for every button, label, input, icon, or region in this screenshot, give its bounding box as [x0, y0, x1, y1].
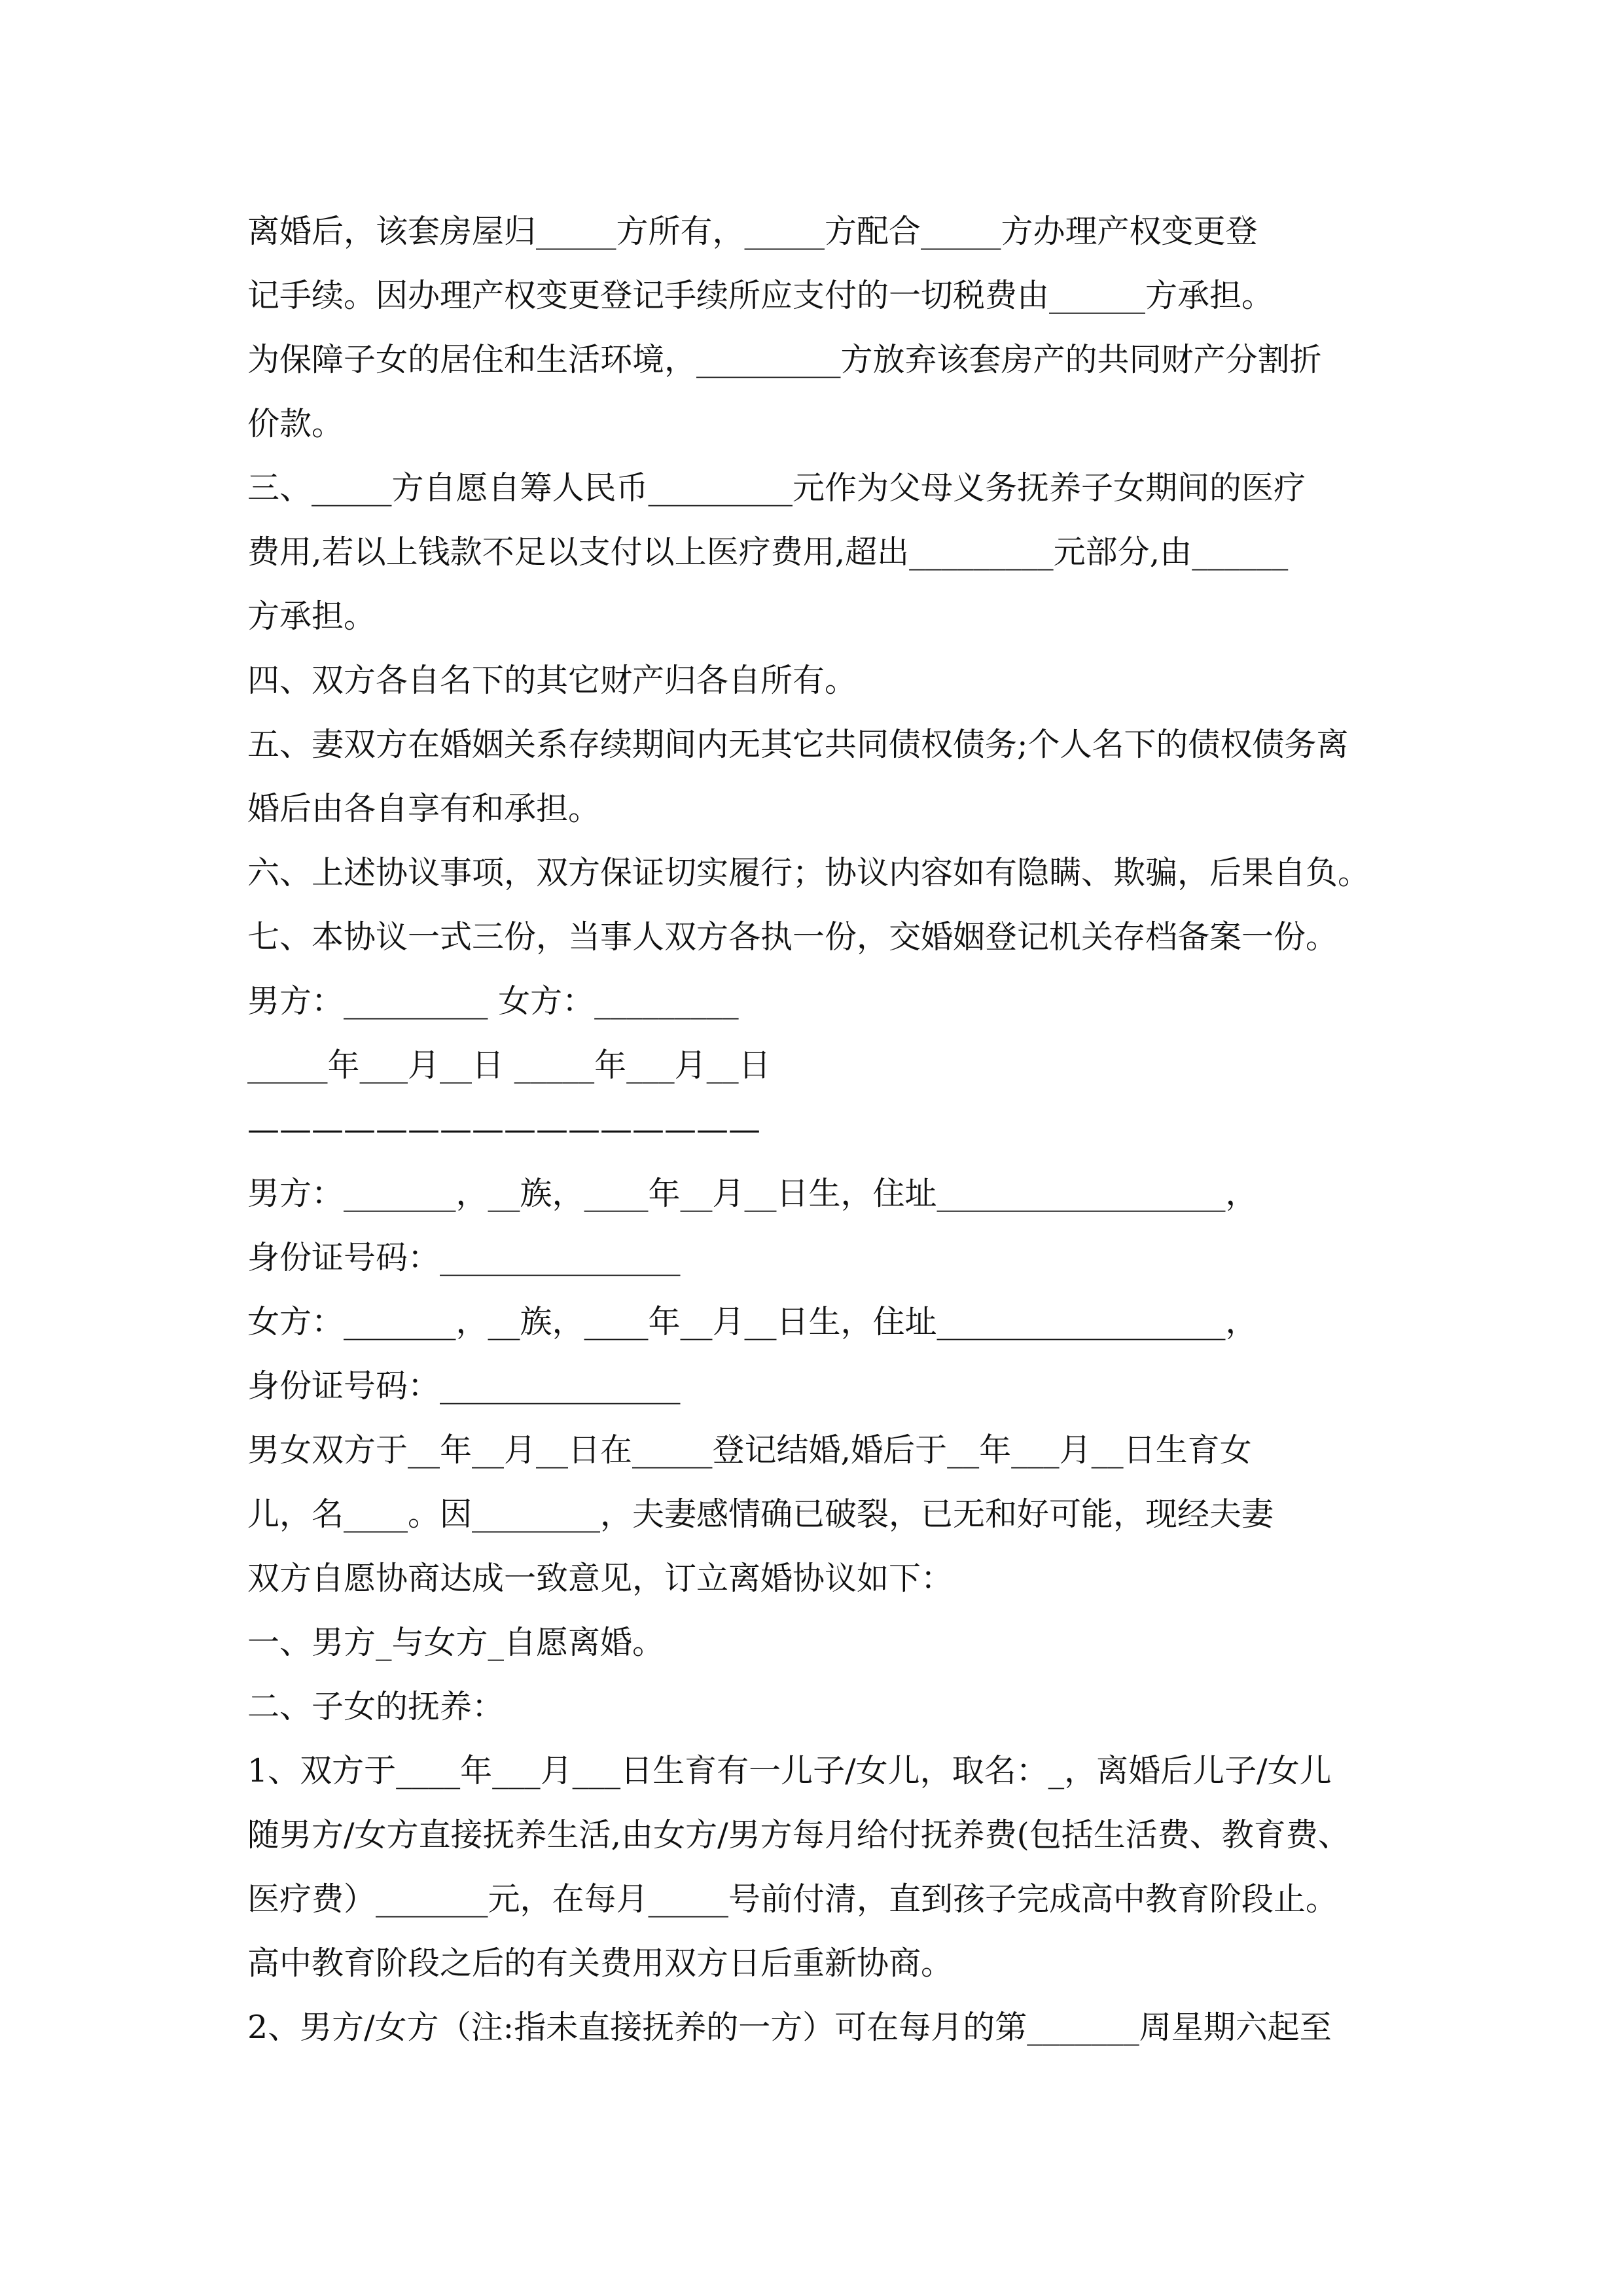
- document-text-line: 2、男方/女方（注:指未直接抚养的一方）可在每月的第_______周星期六起至: [247, 2009, 1332, 2046]
- document-text-line: 女方：_______，__族，____年__月__日生，住址__________________，: [247, 1303, 1258, 1340]
- document-text-line: 婚后由各自享有和承担。: [247, 790, 601, 827]
- document-text-line: 儿，名____。因________，夫妻感情确已破裂，已无和好可能，现经夫妻: [247, 1496, 1274, 1533]
- document-text-line: 价款。: [247, 405, 344, 442]
- document-text-line: 七、本协议一式三份，当事人双方各执一份，交婚姻登记机关存档备案一份。: [247, 918, 1338, 956]
- document-text-line: 男女双方于__年__月__日在_____登记结婚,婚后于__年___月__日生育女: [247, 1431, 1252, 1469]
- document-text-line: 一、男方_与女方_自愿离婚。: [247, 1624, 665, 1661]
- document-text-line: _____年___月__日 _____年___月__日: [247, 1047, 771, 1084]
- document-text-line: 方承担。: [247, 598, 376, 635]
- document-text-line: 医疗费）_______元，在每月_____号前付清，直到孩子完成高中教育阶段止。: [247, 1880, 1338, 1918]
- document-text-line: 身份证号码：_______________: [247, 1367, 681, 1405]
- document-text-line: 高中教育阶段之后的有关费用双方日后重新协商。: [247, 1945, 954, 1982]
- document-text-line: 费用,若以上钱款不足以支付以上医疗费用,超出_________元部分,由______: [247, 533, 1289, 571]
- document-text-line: 离婚后，该套房屋归_____方所有，_____方配合_____方办理产权变更登: [247, 213, 1258, 250]
- document-text-line: 随男方/女方直接抚养生活,由女方/男方每月给付抚养费(包括生活费、教育费、: [247, 1816, 1350, 1854]
- document-text-line: 二、子女的抚养：: [247, 1688, 505, 1725]
- document-text-line: 双方自愿协商达成一致意见，订立离婚协议如下：: [247, 1560, 954, 1597]
- document-text-line: 五、妻双方在婚姻关系存续期间内无其它共同债权债务;个人名下的债权债务离: [247, 726, 1349, 763]
- document-text-line: 三、_____方自愿自筹人民币_________元作为父母义务抚养子女期间的医疗: [247, 469, 1306, 507]
- document-text-line: 四、双方各自名下的其它财产归各自所有。: [247, 662, 857, 699]
- document-text-line: 记手续。因办理产权变更登记手续所应支付的一切税费由______方承担。: [247, 277, 1274, 314]
- document-text-line: 男方：_________ 女方：_________: [247, 982, 739, 1020]
- document-text-line: 男方：_______，__族，____年__月__日生，住址__________________，: [247, 1175, 1258, 1212]
- document-text-line: 为保障子女的居住和生活环境，_________方放弃该套房产的共同财产分割折: [247, 341, 1322, 378]
- document-text-line: 六、上述协议事项，双方保证切实履行；协议内容如有隐瞒、欺骗，后果自负。: [247, 854, 1370, 891]
- document-text-line: ————————————————: [247, 1111, 760, 1148]
- document-text-line: 1、双方于____年___月___日生育有一儿子/女儿，取名：_，离婚后儿子/女儿: [247, 1752, 1332, 1789]
- document-text-line: 身份证号码：_______________: [247, 1239, 681, 1276]
